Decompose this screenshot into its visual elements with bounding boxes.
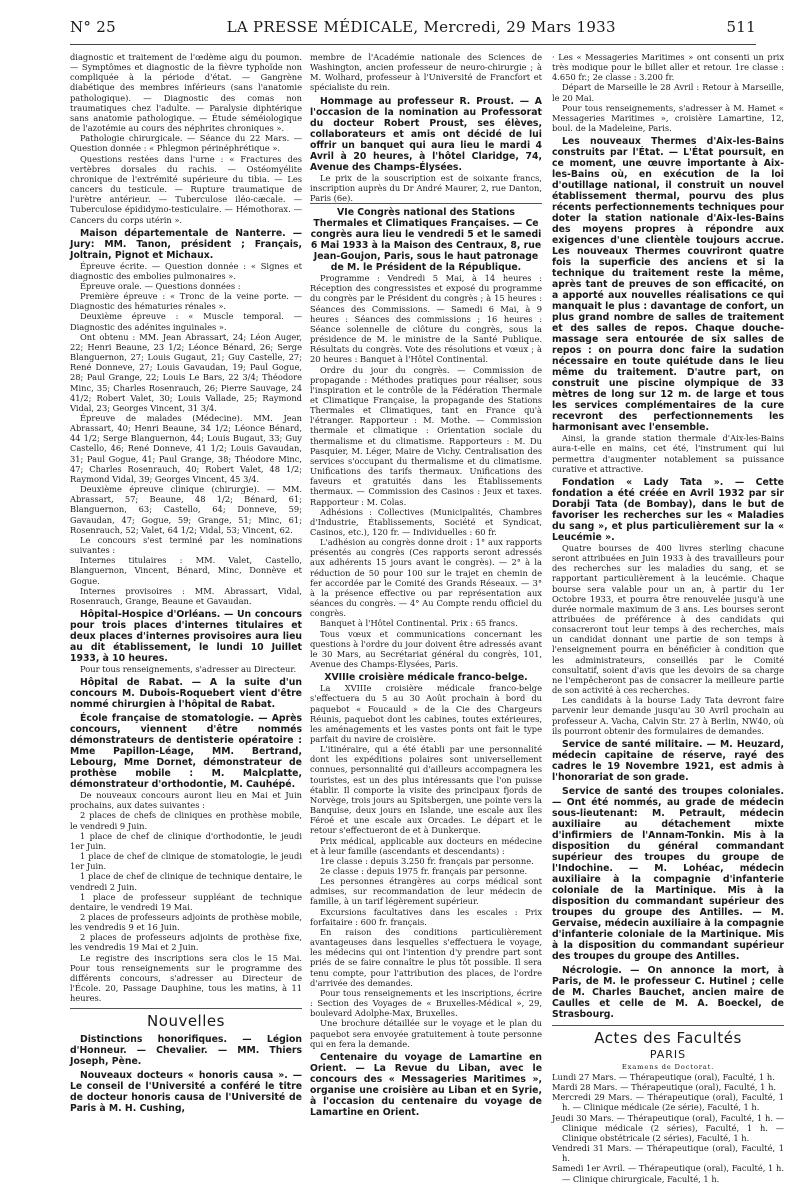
- news-item-heading: XVIIIe croisière médicale franco-belge.: [324, 672, 528, 684]
- section-divider: [70, 1008, 302, 1009]
- paragraph: 2 places de professeurs adjoints de prothèse fixe, les vendredis 19 Mai et 2 Juin.: [70, 932, 302, 953]
- exam-schedule-item: Samedi 1er Avril. — Thérapeutique (oral), Faculté, 1 h. — Clinique chirurgicale, Faculté, 1 h.: [552, 1163, 784, 1184]
- news-item-heading: Service de santé des troupes coloniales. — Ont été nommés, au grade de médecin sous-lieutenant: M. Petrault, médecin auxiliaire au détachement mixte d'infirmiers de l'Annam-Tonkin. Mis à la disposition du général commandant supérieur des troupes du groupe de l'Indochine. — M. Lohéac, médecin auxiliaire à la compagnie d'infanterie coloniale de la Martinique. Mis à la disposition du commandant supérieur des troupes du groupe des Antilles. — M. Gervaise, médecin auxiliaire à la compagnie d'infanterie coloniale de la Martinique. Mis à la disposition du commandant supérieur des troupes du groupe des Antilles.: [552, 785, 784, 962]
- paragraph: Épreuve de malades (Médecine). MM. Jean Abrassart, 40; Henri Beaune, 34 1/2; Léonce Bénard, 44 1/2; Serge Blanguernon, 44; Louis Bugaut, 33; Guy Castello, 46; René Donneve, 41 1/2; Louis Gavaudan, 31; Paul Gogue, 41; Paul Grange, 38; Théodore Minc, 47; Charles Rosenrauch, 40; Robert Valet, 48 1/2; Raymond Vidal, 39; Georges Vincent, 45 3/4.: [70, 413, 302, 484]
- paragraph: Deuxième épreuve : « Muscle temporal. — Diagnostic des adénites inguinales ».: [70, 311, 302, 332]
- news-item-heading: Distinctions honorifiques. — Légion d'Honneur. — Chevalier. — MM. Thiers Joseph, Pène.: [70, 1034, 302, 1068]
- page-header: [70, 18, 756, 40]
- city-heading: PARIS: [649, 1047, 687, 1061]
- paragraph: Les candidats à la bourse Lady Tata devront faire parvenir leur demande jusqu'au 30 Avril prochain au professeur A. Vacha, Calvin Str. 27 à Berlin, NW40, où ils pourront obtenir des formulaires de demandes.: [552, 695, 784, 736]
- page-title: LA PRESSE MÉDICALE, Mercredi, 29 Mars 1933: [226, 18, 616, 36]
- news-item-heading: Hommage au professeur R. Proust. — A l'occasion de la nomination au Professorat du docteur Robert Proust, ses élèves, collaborateurs et amis ont décidé de lui offrir un banquet qui aura lieu le mardi 4 Avril à 20 heures, à l'hôtel Claridge, 74, Avenue des Champs-Élysées.: [310, 95, 542, 173]
- paragraph: Pathologie chirurgicale. — Séance du 22 Mars. — Question donnée : « Phlegmon périnéphrétique ».: [70, 133, 302, 154]
- paragraph: Quatre bourses de 400 livres sterling chacune seront attribuées en Juin 1933 à des travailleurs pour des recherches sur les maladies du sang, et se rapportant particulièrement à la leucémie. Chaque bourse sera valable pour un an, à partir du 1er Octobre 1933, et pourra être renouvelée jusqu'à une durée normale maximum de 3 ans. Les bourses seront attribuées de préférence à des candidats qui consacreront tout leur temps à des recherches, mais un candidat donnant une partie de son temps à l'enseignement pourra en bénéficier à condition que les administrateurs, conseillés par le Comité consultatif, soient d'avis que les devoirs de sa charge ne l'empêcheront pas de consacrer la meilleure partie de son activité à ces recherches.: [552, 542, 784, 696]
- exam-schedule-item: Jeudi 30 Mars. — Thérapeutique (oral), Faculté, 1 h. — Clinique médicale (2 séries), Faculté, 1 h. — Clinique obstétricale (2 séries), Faculté, 1 h.: [552, 1112, 784, 1143]
- paragraph: Le registre des inscriptions sera clos le 15 Mai. Pour tous renseignements sur le programme des différents concours, s'adresser au Directeur de l'École. 20, Passage Dauphine, tous les matins, à 11 heures.: [70, 952, 302, 1004]
- paragraph: Pour tous renseignements et les inscriptions, écrire : Section des Voyages de « Bruxelles-Médical », 29, boulevard Adolphe-Max, Bruxelles.: [310, 987, 542, 1019]
- paragraph: Ordre du jour du congrès. — Commission de propagande : Méthodes pratiques pour réaliser, sous l'inspiration et le contrôle de la Fédération Thermale et Climatique Française, la propagande des Stations Thermales et Climatiques, tant en France qu'à l'étranger. Rapporteur : M. Mothe. — Commission thermale et climatique : Orientation sociale du thermalisme et du climatisme. Rapporteurs : M. Du Pasquier, M. Léger, Maire de Vichy. Centralisation des services s'occupant du thermalisme et du climatisme. Unifications des tarifs thermaux. Unifications des faveurs et gratuités dans les Établissements thermaux. — Commission des Casinos : Jeux et taxes. Rapporteur : M. Colas.: [310, 364, 542, 507]
- paragraph-continued: diagnostic et traitement de l'œdème aigu du poumon. — Symptômes et diagnostic de la fièvre typhoïde non compliquée à la période d'état. — Gangrène diabétique des membres inférieurs (sans l'anatomie pathologique). — Diagnostic des comas non traumatiques chez l'adulte. — Paralysie diphtérique sans anatomie pathologique. — Étude séméiologique de l'azotémie au cours des néphrites chroniques ».: [70, 52, 302, 134]
- news-item-heading: Nouveaux docteurs « honoris causa ». — Le conseil de l'Université a conféré le titre de docteur honoris causa de l'Université de Paris à M. H. Cushing,: [70, 1070, 302, 1115]
- column-1: [70, 52, 302, 1115]
- news-item-heading: Maison départementale de Nanterre. — Jury: MM. Tanon, président ; Français, Joltrain, Pignot et Michaux.: [70, 227, 302, 261]
- paragraph: De nouveaux concours auront lieu en Mai et Juin prochains, aux dates suivantes :: [70, 790, 302, 811]
- page-number: 511: [726, 18, 756, 36]
- paragraph: Prix médical, applicable aux docteurs en médecine et à leur famille (ascendants et descendants) :: [310, 835, 542, 856]
- news-item-heading: Centenaire du voyage de Lamartine en Orient. — La Revue du Liban, avec le concours des « Messageries Maritimes », organise une croisière au Liban et en Syrie, à l'occasion du centenaire du voyage de Lamartine en Orient.: [310, 1051, 542, 1118]
- issue-number: N° 25: [70, 18, 116, 36]
- section-title: Actes des Facultés: [594, 1028, 742, 1047]
- paragraph: 1 place de chef de clinique d'orthodontie, le jeudi 1er Juin.: [70, 830, 302, 851]
- paragraph: Les personnes étrangères au corps médical sont admises, sur recommandation de leur médecin de famille, à un tarif légèrement supérieur.: [310, 876, 542, 907]
- paragraph: 1re classe : depuis 3.250 fr. français par personne.: [320, 855, 534, 866]
- news-item-heading: Fondation « Lady Tata ». — Cette fondation a été créée en Avril 1932 par sir Dorabji Tata (de Bombay), dans le but de favoriser les recherches sur les « Maladies du sang », et plus particulièrement sur la « Leucémie ».: [552, 476, 784, 543]
- paragraph: Excursions facultatives dans les escales : Prix forfaitaire : 600 fr. français.: [310, 906, 542, 927]
- paragraph: 1 place de professeur suppléant de technique dentaire, le vendredi 19 Mai.: [70, 891, 302, 912]
- paragraph: Épreuve écrite. — Question donnée : « Signes et diagnostic des embolies pulmonaires ».: [70, 260, 302, 281]
- paragraph-continued: · Les « Messageries Maritimes » ont consenti un prix très modique pour le billet aller et retour. 1re classe : 4.650 fr.; 2e classe : 3.200 fr.: [552, 52, 784, 83]
- exam-schedule-item: Mardi 28 Mars. — Thérapeutique (oral), Faculté, 1 h.: [552, 1082, 777, 1093]
- paragraph: Première épreuve : « Tronc de la veine porte. — Diagnostic des hématuries rénales ».: [70, 291, 302, 312]
- paragraph: Adhésions : Collectives (Municipalités, Chambres d'Industrie, Établissements, Société et Syndicat, Casinos, etc.), 120 fr. — Individuelles : 60 fr.: [310, 506, 542, 537]
- news-item-heading: Hôpital-Hospice d'Orléans. — Un concours pour trois places d'internes titulaires et deux places d'internes provisoires aura lieu au dit établissement, le lundi 10 Juillet 1933, à 10 heures.: [70, 608, 302, 664]
- paragraph: Pour tous renseignements, s'adresser à M. Hamet « Messageries Maritimes », croisière Lamartine, 12, boul. de la Madeleine, Paris.: [552, 102, 784, 134]
- news-item-heading: Hôpital de Rabat. — A la suite d'un concours M. Dubois-Roquebert vient d'être nommé chirurgien à l'hôpital de Rabat.: [70, 677, 302, 711]
- news-item-heading: Les nouveaux Thermes d'Aix-les-Bains construits par l'État. — L'État poursuit, en ce moment, une œuvre importante à Aix-les-Bains où, en exécution de la loi d'outillage national, il construit un nouvel établissement thermal, pourvu des plus récents perfectionnements techniques pour doter la station nationale d'Aix-les-Bains des moyens propres à répondre aux exigences d'une clientèle toujours accrue. Les nouveaux Thermes couvriront quatre fois la superficie des anciens et si la technique du traitement reste la même, après tant de preuves de son efficacité, on a apporté aux nouvelles réalisations ce qui manquait le plus : davantage de confort, un plus grand nombre de salles de traitement et des salles de repos. Chaque douche-massage sera entourée de six salles de repos : on pourra donc faire la sudation nécessaire en toute quiétude dans le lieu même du traitement. D'autre part, on construit une piscine olympique de 33 mètres de long sur 12 m. de large et tous les services complémentaires de la cure recevront des perfectionnements les harmonisant avec l'ensemble.: [552, 136, 784, 434]
- news-item-heading: VIe Congrès national des Stations Thermales et Climatiques Françaises. — Ce congrès aura lieu le vendredi 5 et le samedi 6 Mai 1933 à la Maison des Centraux, 8, rue Jean-Goujon, Paris, sous le haut patronage de M. le Président de la République.: [310, 207, 542, 274]
- news-item-heading: École française de stomatologie. — Après concours, viennent d'être nommés démonstrateurs de dentisterie opératoire : Mme Papillon-Léage, MM. Bertrand, Lebourg, Mme Dornet, démonstrateur de prothèse mobile : M. Malcplatte, démonstrateur d'orthodontie, M. Cauhépé.: [70, 713, 302, 791]
- exam-schedule-item: Vendredi 31 Mars. — Thérapeutique (oral), Faculté, 1 h.: [552, 1143, 784, 1164]
- paragraph: Internes titulaires : MM. Valet, Castello, Blanguernon, Vincent, Bénard, Minc, Donnève et Gogue.: [70, 555, 302, 586]
- section-title: Nouvelles: [147, 1012, 225, 1031]
- paragraph: Une brochure détaillée sur le voyage et le plan du paquebot sera envoyée gratuitement à toute personne qui en fera la demande.: [310, 1018, 542, 1049]
- paragraph: Le prix de la souscription est de soixante francs, inscription auprès du Dr André Maurer, 2, rue Danton, Paris (6e).: [310, 172, 542, 203]
- paragraph: Banquet à l'Hôtel Continental. Prix : 65 francs.: [320, 618, 518, 629]
- paragraph: La XVIIIe croisière médicale franco-belge s'effectuera du 5 au 30 Août prochain à bord du paquebot « Foucauld » de la Cie des Chargeurs Réunis, paquebot dont les cabines, toutes extérieures, les aménagements et les vastes ponts ont fait le type parfait du navire de croisière.: [310, 683, 542, 744]
- paragraph: Programme : Vendredi 5 Mai, à 14 heures : Réception des congressistes et exposé du programme du congrès par le Président du congrès ; à 15 heures : Séances des Commissions. — Samedi 6 Mai, à 9 heures : Séances des commissions ; 16 heures : Séance solennelle de clôture du congrès, sous la présidence de M. le ministre de la Santé Publique. Résultats du congrès. Vote des résolutions et vœux ; à 20 heures : Banquet à l'Hôtel Continental.: [310, 273, 542, 365]
- section-divider: [310, 203, 542, 204]
- news-item-heading: Nécrologie. — On annonce la mort, à Paris, de M. le professeur C. Hutinel ; celle de M. Charles Bauchet, ancien maire de Caulles et celle de M. A. Boeckel, de Strasbourg.: [552, 964, 784, 1020]
- paragraph: 1 place de chef de clinique de stomatologie, le jeudi 1er Juin.: [70, 851, 302, 872]
- paragraph-continued: membre de l'Académie nationale des Sciences de Washington, ancien professeur de neuro-chirurgie ; à M. Wolhard, professeur à l'Université de Francfort et spécialiste du rein.: [310, 52, 542, 93]
- column-3: [552, 52, 784, 1184]
- paragraph: Pour tous renseignements, s'adresser au Directeur.: [80, 663, 297, 674]
- paragraph: Internes provisoires : MM. Abrassart, Vidal, Rosenrauch, Grange, Beaune et Gavaudan.: [70, 585, 302, 606]
- column-2: [310, 52, 542, 1118]
- paragraph: 1 place de chef de clinique de technique dentaire, le vendredi 2 Juin.: [70, 871, 302, 892]
- exam-subheading: Examens de Doctorat.: [621, 1062, 715, 1071]
- paragraph: Le concours s'est terminé par les nominations suivantes :: [70, 534, 302, 556]
- news-item-heading: Service de santé militaire. — M. Heuzard, médecin capitaine de réserve, rayé des cadres le 19 Novembre 1921, est admis à l'honorariat de son grade.: [552, 738, 784, 783]
- paragraph: L'itinéraire, qui a été établi par une personnalité dont les expéditions polaires sont universellement connues, personnalité qui d'ailleurs accompagnera les touristes, est un des plus intéressants que l'on puisse établir. Il comporte la visite des principaux fjords de Norvège, trois jours au Spitsbergen, une pointe vers la Banquise, deux jours en Islande, une escale aux îles Féroé et une escale aux Orcades. Le départ et le retour s'effectueront de et à Dunkerque.: [310, 744, 542, 836]
- paragraph: L'adhésion au congrès donne droit : 1° aux rapports présentés au congrès (Ces rapports seront adressés aux adhérents 15 jours avant le congrès). — 2° à la réduction de 50 pour 100 sur le trajet en chemin de fer accordée par le Comité des Grands Réseaux. — 3° à la présence effective ou par représentation aux séances du congrès. — 4° Au Compte rendu officiel du congrès.: [310, 537, 542, 619]
- section-divider: [552, 1025, 784, 1026]
- paragraph: En raison des conditions particulièrement avantageuses dans lesquelles s'effectuera le voyage, les médecins qui ont l'intention d'y prendre part sont priés de se faire connaître le plus tôt possible. Il sera tenu compte, pour l'attribution des places, de l'ordre d'arrivée des demandes.: [310, 926, 542, 988]
- paragraph: Questions restées dans l'urne : « Fractures des vertèbres dorsales du rachis. — Ostéomyélite chronique de l'extrémité supérieure du tibia. — Les cancers du testicule. — Rupture traumatique de l'urètre antérieur. — Tuberculose iléo-cæcale. — Tuberculose épididymo-testiculaire. — Hémothorax. — Cancers du corps utérin ».: [70, 153, 302, 225]
- paragraph: Ainsi, la grande station thermale d'Aix-les-Bains aura-t-elle en mains, cet été, l'instrument qui lui permettra d'augmenter notablement sa puissance curative et attractive.: [552, 433, 784, 474]
- header-rule: [70, 44, 756, 45]
- paragraph: 2 places de professeurs adjoints de prothèse mobile, les vendredis 9 et 16 Juin.: [70, 912, 302, 933]
- paragraph: Départ de Marseille le 28 Avril : Retour à Marseille, le 20 Mai.: [552, 82, 784, 103]
- paragraph: Épreuve orale. — Questions données :: [80, 280, 241, 291]
- paragraph: Deuxième épreuve clinique (chirurgie). — MM. Abrassart, 57; Beaune, 48 1/2; Bénard, 61; Blanguernon, 63; Castello, 64; Donneve, 59; Gavaudan, 47; Gogue, 59; Grange, 51; Minc, 61; Rosenrauch, 52; Valet, 64 1/2; Vidal, 53; Vincent, 62.: [70, 484, 302, 535]
- paragraph: 2e classe : depuis 1975 fr. français par personne.: [320, 866, 528, 876]
- paragraph: Ont obtenu : MM. Jean Abrassart, 24; Léon Auger, 22; Henri Beaune, 23 1/2; Léonce Bénard, 26; Serge Blanguernon, 27; Louis Gugaut, 21; Guy Castelle, 27; René Donneve, 27; Louis Gavaudan, 19; Paul Gogue, 28; Paul Grange, 22; Louis Le Bars, 22 3/4; Théodore Minc, 35; Charles Rosenrauch, 26; Pierre Sauvage, 24 41/2; Robert Valet, 30; Louis Vallade, 25; Raymond Vidal, 23; Georges Vincent, 31 3/4.: [70, 331, 302, 413]
- paragraph: 2 places de chefs de cliniques en prothèse mobile, le vendredi 9 Juin.: [70, 810, 302, 831]
- exam-schedule-item: Mercredi 29 Mars. — Thérapeutique (oral), Faculté, 1 h. — Clinique médicale (2e série), Faculté, 1 h.: [552, 1092, 784, 1113]
- paragraph: Tous vœux et communications concernant les questions à l'ordre du jour doivent être adressés avant le 30 Mars, au Secrétariat général du congrès, 101, Avenue des Champs-Élysées, Paris.: [310, 628, 542, 670]
- exam-schedule-item: Lundi 27 Mars. — Thérapeutique (oral), Faculté, 1 h.: [552, 1072, 775, 1082]
